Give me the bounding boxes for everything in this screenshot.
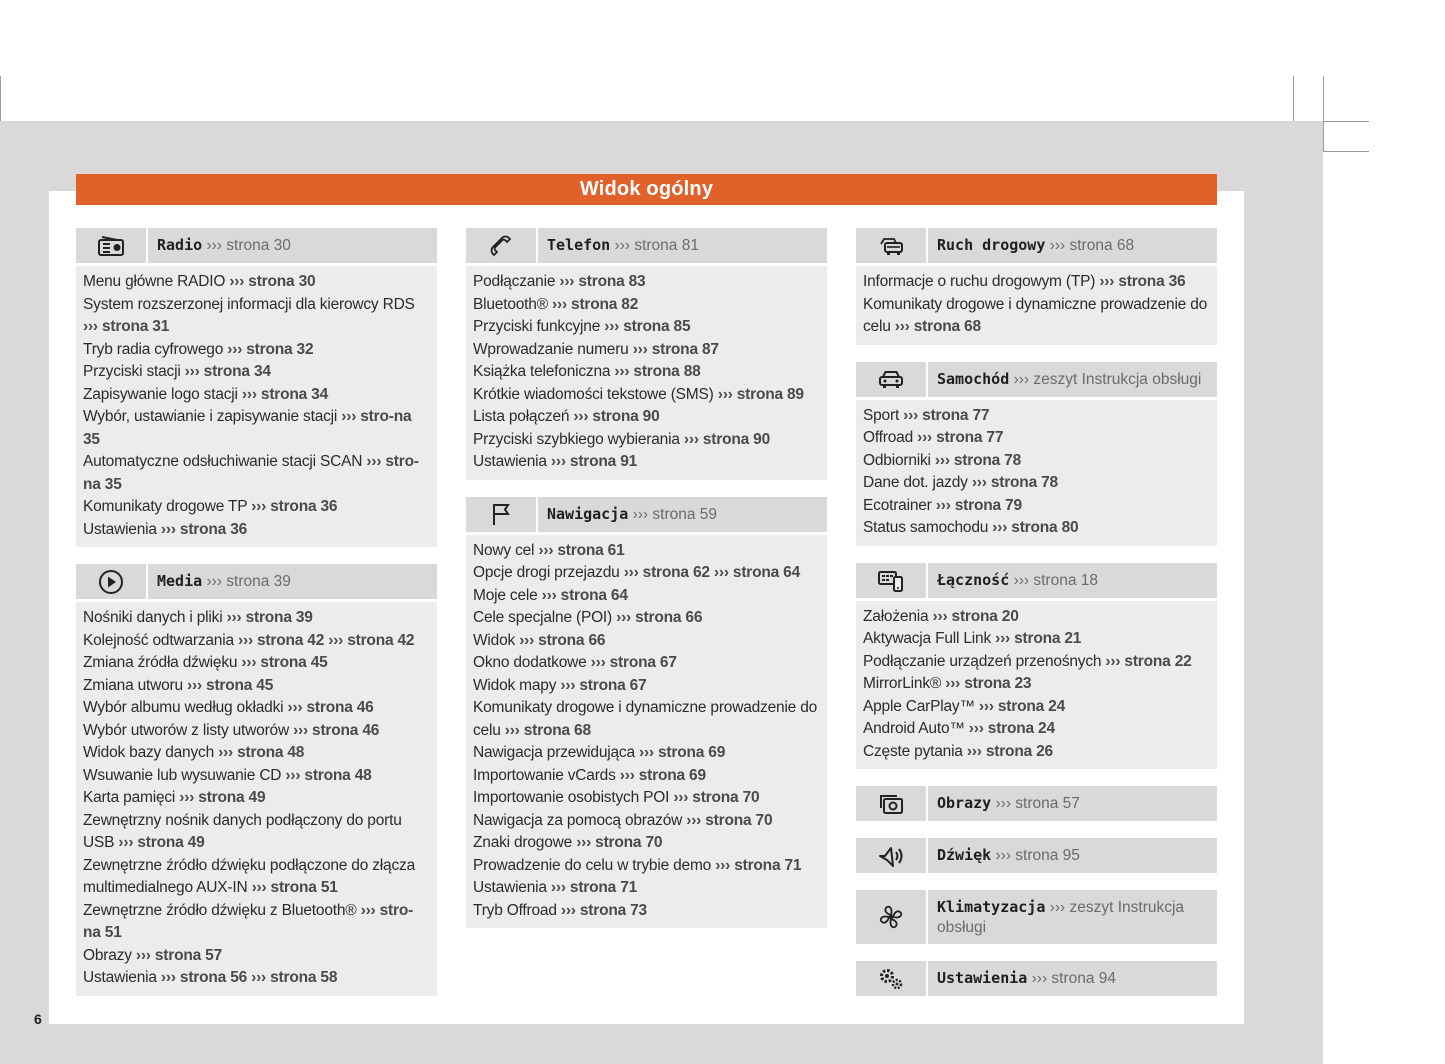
list-item (863, 517, 1209, 540)
section-fan (856, 890, 1217, 944)
section-title: Telefon (547, 236, 611, 254)
page-reference: ››› strona 45 (241, 654, 328, 671)
list-item (863, 294, 1209, 339)
entry-list (856, 266, 1217, 345)
list-item (863, 741, 1209, 764)
entry-text: Cele specjalne (POI) (473, 609, 613, 626)
list-item (83, 451, 429, 496)
list-item (83, 406, 429, 451)
section-title: Klimatyzacja (937, 897, 1046, 916)
section-phone (466, 228, 827, 480)
list-item (863, 673, 1209, 696)
page-reference: ››› strona 67 (590, 654, 677, 671)
section-title: Samochód (937, 369, 1010, 388)
entry-text: Wybór albumu według okładki (83, 699, 284, 716)
entry-text: Importowanie osobistych POI (473, 789, 670, 806)
entry-text: Założenia (863, 607, 929, 625)
list-item (83, 742, 429, 765)
page-title: Widok ogólny (579, 178, 714, 200)
entry-text: Przyciski stacji (83, 363, 181, 380)
entry-text: Apple CarPlay™ (863, 697, 975, 715)
section-heading (928, 845, 1080, 866)
entry-text: Karta pamięci (83, 789, 176, 806)
section-sound (856, 838, 1217, 873)
entry-text: Widok (473, 631, 516, 649)
entry-text: Zewnętrzny nośnik danych podłączony do portu USB (83, 811, 402, 851)
entry-list (76, 602, 437, 996)
list-item (863, 718, 1209, 741)
list-item (473, 384, 819, 407)
section-header (856, 563, 1217, 598)
section-flag (466, 497, 827, 929)
fan-icon (856, 890, 928, 944)
page-reference: ››› strona 71 (715, 856, 802, 874)
entry-text: Okno dodatkowe (473, 654, 587, 671)
entry-text: Książka telefoniczna (473, 363, 611, 380)
list-item (83, 271, 429, 294)
section-page-reference: ››› strona 57 (995, 795, 1080, 812)
section-play (76, 564, 437, 996)
entry-text: Zmiana źródła dźwięku (83, 654, 238, 671)
entry-text: Zewnętrzne źródło dźwięku podłączone do złącza multimedialnego AUX-IN (83, 856, 415, 896)
phone-icon (466, 228, 538, 263)
entry-text: Przyciski funkcyjne (473, 318, 601, 335)
entry-text: Krótkie wiadomości tekstowe (SMS) (473, 385, 714, 403)
section-connectivity (856, 563, 1217, 770)
entry-text: Obrazy (83, 946, 132, 964)
entry-text: Nowy cel (473, 541, 535, 559)
list-item (863, 450, 1209, 473)
section-page-reference: ››› strona 81 (614, 237, 699, 254)
section-heading (538, 235, 699, 256)
list-item (83, 607, 429, 630)
entry-text: System rozszerzonej informacji dla kierowcy RDS (83, 295, 415, 313)
list-item (83, 787, 429, 810)
sound-icon (856, 838, 928, 873)
entry-text: Podłączanie urządzeń przenośnych (863, 652, 1102, 670)
entry-text: Opcje drogi przejazdu (473, 564, 620, 581)
page-reference: ››› strona 49 (118, 834, 205, 851)
section-heading (928, 369, 1201, 390)
entry-text: Automatyczne odsłuchiwanie stacji SCAN (83, 453, 363, 470)
section-heading (928, 968, 1116, 989)
section-title: Obrazy (937, 794, 992, 812)
list-item (863, 427, 1209, 450)
list-item (863, 495, 1209, 518)
list-item (473, 877, 819, 900)
section-title: Ruch drogowy (937, 236, 1046, 254)
page-reference: ››› strona 23 (945, 675, 1032, 692)
section-images (856, 786, 1217, 821)
section-header (856, 786, 1217, 821)
page-reference: ››› strona 78 (934, 451, 1021, 469)
list-item (863, 472, 1209, 495)
page-reference: ››› strona 90 (683, 430, 770, 448)
list-item (473, 429, 819, 452)
entry-text: Ustawienia (473, 879, 547, 896)
list-item (83, 519, 429, 542)
list-item (473, 339, 819, 362)
list-item (863, 271, 1209, 294)
page-reference: ››› strona 62 ››› strona 64 (623, 564, 801, 581)
page-reference: ››› strona 56 ››› strona 58 (160, 969, 338, 986)
list-item (473, 630, 819, 653)
page-reference: ››› strona 85 (604, 318, 691, 335)
page-reference: ››› strona 48 (218, 744, 305, 761)
section-heading (538, 504, 717, 525)
list-item (863, 628, 1209, 651)
entry-text: Wybór utworów z listy utworów (83, 721, 289, 739)
page-reference: ››› strona 80 (992, 519, 1079, 536)
page-reference: ››› strona 79 (935, 496, 1022, 514)
play-icon (76, 564, 148, 599)
list-item (83, 810, 429, 855)
entry-text: MirrorLink® (863, 675, 942, 692)
page-reference: ››› strona 48 (285, 766, 372, 784)
car-icon (856, 362, 928, 397)
page-reference: ››› strona 90 (573, 408, 660, 425)
page-reference: ››› strona 69 (639, 744, 726, 761)
connectivity-icon (856, 563, 928, 598)
page-reference: ››› strona 67 (560, 676, 647, 694)
page-reference: ››› strona 24 (978, 697, 1065, 715)
entry-text: Android Auto™ (863, 720, 965, 737)
list-item (473, 540, 819, 563)
section-header (856, 228, 1217, 263)
section-page-reference: ››› strona 95 (995, 847, 1080, 864)
entry-list (466, 535, 827, 929)
list-item (473, 855, 819, 878)
section-title: Radio (157, 236, 203, 254)
list-item (863, 606, 1209, 629)
section-header (856, 362, 1217, 397)
page-reference: ››› strona 36 (160, 520, 248, 538)
entry-text: Wybór, ustawianie i zapisywanie stacji (83, 408, 338, 425)
list-item (83, 675, 429, 698)
page-reference: ››› strona 89 (717, 385, 804, 403)
entry-text: Ecotrainer (863, 496, 932, 514)
list-item (83, 294, 429, 339)
section-heading (928, 897, 1217, 938)
list-item (473, 787, 819, 810)
column-2 (466, 228, 827, 945)
page-reference: ››› strona 32 (227, 340, 314, 358)
entry-text: Prowadzenie do celu w trybie demo (473, 856, 712, 874)
list-item (473, 900, 819, 923)
list-item (473, 585, 819, 608)
entry-text: Tryb radia cyfrowego (83, 340, 224, 358)
page-number: 6 (34, 1011, 42, 1027)
list-item (83, 339, 429, 362)
section-car (856, 362, 1217, 546)
crop-mark (1323, 76, 1324, 152)
page-reference: ››› stro-na 51 (83, 901, 414, 941)
page-reference: ››› strona 42 ››› strona 42 (238, 631, 415, 649)
entry-text: Ustawienia (473, 453, 547, 470)
section-title: Łączność (937, 570, 1010, 589)
section-header (76, 228, 437, 263)
page-reference: ››› strona 68 (894, 318, 981, 335)
entry-list (856, 601, 1217, 770)
list-item (473, 607, 819, 630)
list-item (473, 810, 819, 833)
traffic-icon (856, 228, 928, 263)
page-reference: ››› strona 78 (971, 474, 1058, 491)
list-item (473, 271, 819, 294)
section-header (856, 961, 1217, 996)
crop-mark (1323, 151, 1369, 152)
section-title: Ustawienia (937, 969, 1028, 987)
page-reference: ››› strona 70 (673, 789, 760, 806)
entry-text: Widok mapy (473, 676, 557, 694)
section-page-reference: ››› strona 18 (1013, 571, 1098, 589)
page-reference: ››› strona 22 (1105, 652, 1192, 670)
list-item (473, 765, 819, 788)
entry-text: Moje cele (473, 586, 538, 604)
list-item (863, 696, 1209, 719)
page-reference: ››› strona 36 (251, 498, 338, 515)
list-item (83, 900, 429, 945)
list-item (83, 855, 429, 900)
list-item (473, 451, 819, 474)
crop-mark (1293, 76, 1294, 121)
list-item (473, 361, 819, 384)
page-reference: ››› strona 61 (538, 541, 625, 559)
page-reference: ››› strona 24 (968, 720, 1055, 737)
entry-text: Komunikaty drogowe TP (83, 498, 248, 515)
list-item (83, 720, 429, 743)
list-item (83, 361, 429, 384)
page-reference: ››› strona 70 (576, 834, 663, 851)
list-item (83, 496, 429, 519)
page-reference: ››› strona 57 (135, 946, 222, 964)
list-item (83, 630, 429, 653)
list-item (83, 652, 429, 675)
page-reference: ››› strona 20 (932, 607, 1019, 625)
section-header (856, 890, 1217, 944)
page-reference: ››› strona 31 (83, 318, 170, 335)
list-item (83, 945, 429, 968)
entry-text: Informacje o ruchu drogowym (TP) (863, 273, 1096, 290)
page-reference: ››› strona 66 (616, 609, 703, 626)
section-page-reference: ››› strona 68 (1049, 237, 1135, 254)
entry-text: Dane dot. jazdy (863, 474, 968, 491)
page-reference: ››› strona 68 (504, 721, 591, 739)
list-item (83, 697, 429, 720)
list-item (83, 384, 429, 407)
list-item (473, 294, 819, 317)
entry-text: Status samochodu (863, 519, 989, 536)
entry-text: Wprowadzanie numeru (473, 340, 629, 358)
page-reference: ››› strona 51 (251, 879, 338, 896)
entry-text: Nośniki danych i pliki (83, 609, 223, 626)
section-page-reference: ››› zeszyt Instrukcja obsługi (1013, 370, 1202, 388)
section-page-reference: ››› strona 94 (1031, 970, 1117, 987)
page-reference: ››› strona 71 (550, 879, 638, 896)
section-settings (856, 961, 1217, 996)
section-page-reference: ››› strona 30 (206, 237, 291, 254)
entry-text: Częste pytania (863, 742, 963, 760)
images-icon (856, 786, 928, 821)
crop-mark (0, 76, 1, 121)
section-heading (928, 570, 1098, 591)
entry-text: Bluetooth® (473, 295, 548, 313)
entry-text: Sport (863, 406, 900, 424)
list-item (863, 405, 1209, 428)
list-item (473, 697, 819, 742)
entry-text: Zmiana utworu (83, 676, 183, 694)
list-item (863, 651, 1209, 674)
page-reference: ››› strona 21 (995, 630, 1082, 647)
entry-text: Importowanie vCards (473, 766, 616, 784)
page-reference: ››› stro-na 35 (83, 453, 419, 493)
page-reference: ››› strona 30 (229, 273, 316, 290)
entry-text: Odbiorniki (863, 451, 931, 469)
section-title: Dźwięk (937, 846, 992, 864)
list-item (473, 316, 819, 339)
list-item (473, 652, 819, 675)
entry-text: Zewnętrzne źródło dźwięku z Bluetooth® (83, 901, 357, 919)
page-reference: ››› strona 91 (550, 453, 638, 470)
page-reference: ››› strona 77 (917, 429, 1004, 446)
section-page-reference: ››› strona 59 (632, 505, 718, 523)
entry-text: Podłączanie (473, 273, 556, 290)
page-reference: ››› strona 83 (559, 273, 646, 290)
page-reference: ››› strona 34 (241, 385, 329, 403)
entry-text: Kolejność odtwarzania (83, 631, 234, 649)
column-3 (856, 228, 1217, 1013)
list-item (473, 675, 819, 698)
page-reference: ››› strona 77 (903, 406, 990, 424)
list-item (83, 967, 429, 990)
page-reference: ››› strona 36 (1099, 273, 1186, 290)
section-header (466, 497, 827, 532)
page-reference: ››› strona 87 (632, 340, 719, 358)
settings-icon (856, 961, 928, 996)
page-reference: ››› strona 70 (686, 811, 773, 829)
entry-list (466, 266, 827, 480)
page-reference: ››› strona 26 (966, 742, 1053, 760)
section-radio (76, 228, 437, 547)
crop-mark (1323, 121, 1369, 122)
section-page-reference: ››› strona 39 (206, 573, 291, 590)
entry-list (76, 266, 437, 547)
page-reference: ››› strona 66 (519, 631, 606, 649)
entry-text: Komunikaty drogowe i dynamiczne prowadzenie do celu (473, 699, 818, 739)
section-title: Media (157, 572, 203, 590)
section-title: Nawigacja (547, 504, 629, 523)
section-traffic (856, 228, 1217, 345)
section-heading (148, 235, 291, 256)
page-reference: ››› strona 69 (619, 766, 706, 784)
page-reference: ››› strona 49 (179, 789, 266, 806)
list-item (473, 742, 819, 765)
entry-text: Aktywacja Full Link (863, 630, 991, 647)
entry-text: Tryb Offroad (473, 901, 557, 919)
entry-text: Zapisywanie logo stacji (83, 385, 238, 403)
entry-text: Lista połączeń (473, 408, 570, 425)
page-reference: ››› strona 46 (287, 699, 374, 716)
section-heading (928, 235, 1134, 256)
entry-text: Widok bazy danych (83, 744, 214, 761)
section-header (466, 228, 827, 263)
section-header (76, 564, 437, 599)
page-reference: ››› strona 64 (541, 586, 628, 604)
page-reference: ››› strona 73 (560, 901, 647, 919)
entry-text: Przyciski szybkiego wybierania (473, 430, 680, 448)
page-reference: ››› strona 82 (552, 295, 639, 313)
list-item (83, 765, 429, 788)
entry-list (856, 400, 1217, 546)
entry-text: Menu główne RADIO (83, 273, 226, 290)
list-item (473, 406, 819, 429)
page-reference: ››› stro-na 35 (83, 408, 412, 448)
entry-text: Ustawienia (83, 969, 157, 986)
radio-icon (76, 228, 148, 263)
entry-text: Ustawienia (83, 520, 157, 538)
page-reference: ››› strona 45 (187, 676, 274, 694)
page-reference: ››› strona 34 (184, 363, 271, 380)
entry-text: Offroad (863, 429, 914, 446)
list-item (473, 832, 819, 855)
page-reference: ››› strona 88 (614, 363, 701, 380)
entry-text: Nawigacja przewidująca (473, 744, 635, 761)
list-item (473, 562, 819, 585)
section-header (856, 838, 1217, 873)
title-bar (76, 174, 1217, 205)
section-page-reference: ››› zeszyt Instrukcja obsługi (937, 898, 1185, 936)
section-heading (148, 571, 291, 592)
page-reference: ››› strona 39 (226, 609, 313, 626)
entry-text: Nawigacja za pomocą obrazów (473, 811, 683, 829)
entry-text: Znaki drogowe (473, 834, 573, 851)
column-1 (76, 228, 437, 1013)
entry-text: Komunikaty drogowe i dynamiczne prowadzenie do celu (863, 295, 1208, 335)
page-reference: ››› strona 46 (293, 721, 380, 739)
section-heading (928, 793, 1080, 814)
entry-text: Wsuwanie lub wysuwanie CD (83, 766, 282, 784)
flag-icon (466, 497, 538, 532)
